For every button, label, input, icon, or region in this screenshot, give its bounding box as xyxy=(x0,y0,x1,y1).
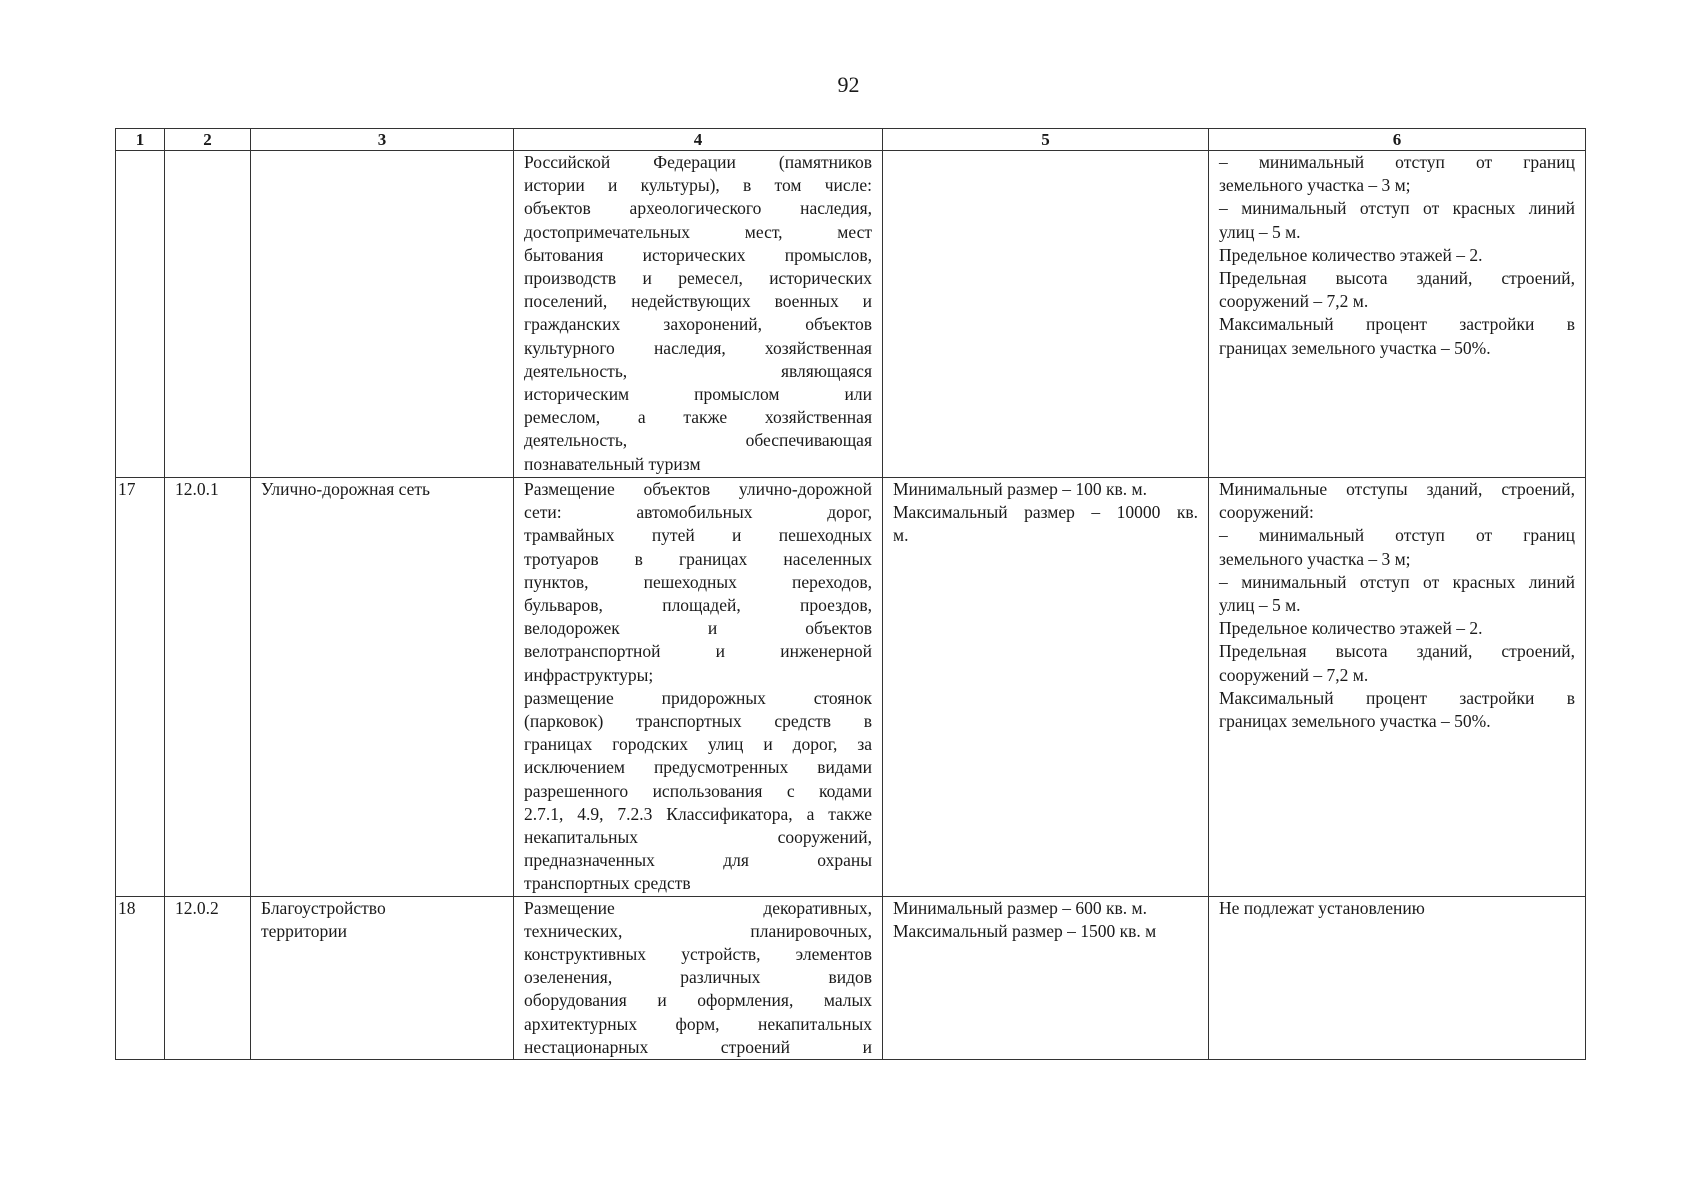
text-line: границах земельного участка – 50%. xyxy=(1219,337,1491,358)
header-col-6: 6 xyxy=(1209,129,1586,151)
text-line: территории xyxy=(261,920,347,941)
text-line: Минимальный размер – 600 кв. м. xyxy=(893,897,1147,918)
text-line: культурного наследия, хозяйственная xyxy=(524,337,872,358)
table-row xyxy=(116,151,1586,478)
page-number: 92 xyxy=(837,72,860,97)
text-line: предназначенных для охраны xyxy=(524,850,872,871)
cell-name xyxy=(251,151,514,478)
text-line: земельного участка – 3 м; xyxy=(1219,175,1411,196)
text-line: озеленения, различных видов xyxy=(524,967,872,988)
text-line: оборудования и оформления, малых xyxy=(524,990,872,1011)
text-line: инфраструктуры; xyxy=(524,664,654,685)
cell-code: 12.0.2 xyxy=(165,896,251,1059)
text-line: исключением предусмотренных видами xyxy=(524,757,872,778)
text-line: бытования исторических промыслов, xyxy=(524,244,872,265)
text-line: – минимальный отступ от границ xyxy=(1219,152,1575,172)
text-line: Предельное количество этажей – 2. xyxy=(1219,618,1483,639)
text-line: трамвайных путей и пешеходных xyxy=(524,525,872,546)
text-line: – минимальный отступ от границ xyxy=(1219,525,1575,546)
text-line: Максимальный процент застройки в xyxy=(1219,314,1575,335)
text-line: достопримечательных мест, мест xyxy=(524,221,872,242)
text-line: – минимальный отступ от красных линий xyxy=(1219,571,1575,592)
cell-parameters xyxy=(1209,896,1586,1059)
text-line: Улично-дорожная сеть xyxy=(261,479,431,499)
text-line: Предельная высота зданий, строений, xyxy=(1219,268,1575,289)
text-line: велодорожек и объектов xyxy=(524,618,872,639)
text-line: Максимальный процент застройки в xyxy=(1219,687,1575,708)
cell-num: 18 xyxy=(116,896,165,1059)
text-line: ремеслом, а также хозяйственная xyxy=(524,407,872,428)
text-line: сооружений – 7,2 м. xyxy=(1219,664,1369,685)
text-line: Минимальные отступы зданий, строений, xyxy=(1219,479,1575,499)
cell-parameters xyxy=(1209,478,1586,897)
text-line: некапитальных сооружений, xyxy=(524,827,872,848)
text-line: истории и культуры), в том числе: xyxy=(524,175,872,196)
cell-num xyxy=(116,151,165,478)
text-line: сооружений: xyxy=(1219,502,1314,523)
text-line: земельного участка – 3 м; xyxy=(1219,548,1411,569)
text-line: пунктов, пешеходных переходов, xyxy=(524,571,872,592)
text-line: гражданских захоронений, объектов xyxy=(524,314,872,335)
header-col-5: 5 xyxy=(883,129,1209,151)
text-line: велотранспортной и инженерной xyxy=(524,641,872,662)
text-line: познавательный туризм xyxy=(524,453,701,474)
text-line: Размещение декоративных, xyxy=(524,897,872,918)
text-line: нестационарных строений и xyxy=(524,1036,872,1057)
text-line: тротуаров в границах населенных xyxy=(524,548,872,569)
text-line: историческим промыслом или xyxy=(524,384,872,405)
cell-name xyxy=(251,896,514,1059)
cell-num: 17 xyxy=(116,478,165,897)
text-line: конструктивных устройств, элементов xyxy=(524,944,872,965)
text-line: Благоустройство xyxy=(261,897,386,918)
text-line: границах земельного участка – 50%. xyxy=(1219,711,1491,732)
cell-code xyxy=(165,151,251,478)
text-line: Предельная высота зданий, строений, xyxy=(1219,641,1575,662)
text-line: Размещение объектов улично-дорожной xyxy=(524,479,872,499)
text-line: Предельное количество этажей – 2. xyxy=(1219,244,1483,265)
cell-description xyxy=(514,896,883,1059)
text-line: улиц – 5 м. xyxy=(1219,221,1301,242)
text-line: сети: автомобильных дорог, xyxy=(524,502,872,523)
text-line: архитектурных форм, некапитальных xyxy=(524,1013,872,1034)
cell-code: 12.0.1 xyxy=(165,478,251,897)
text-line: деятельность, обеспечивающая xyxy=(524,430,872,451)
text-line: бульваров, площадей, проездов, xyxy=(524,595,872,616)
table-row xyxy=(116,478,1586,897)
text-line: – минимальный отступ от красных линий xyxy=(1219,198,1575,219)
table-row xyxy=(116,896,1586,1059)
text-line: улиц – 5 м. xyxy=(1219,595,1301,616)
text-line: границах городских улиц и дорог, за xyxy=(524,734,872,755)
text-line: поселений, недействующих военных и xyxy=(524,291,872,312)
text-line: (парковок) транспортных средств в xyxy=(524,711,872,732)
text-line: объектов археологического наследия, xyxy=(524,198,872,219)
header-col-3: 3 xyxy=(251,129,514,151)
text-line: производств и ремесел, исторических xyxy=(524,268,872,289)
cell-name xyxy=(251,478,514,897)
cell-size xyxy=(883,151,1209,478)
text-line: технических, планировочных, xyxy=(524,920,872,941)
text-line: деятельность, являющаяся xyxy=(524,360,872,381)
text-line: 2.7.1, 4.9, 7.2.3 Классификатора, а также xyxy=(524,803,872,824)
text-line: Максимальный размер – 1500 кв. м xyxy=(893,920,1157,941)
text-line: разрешенного использования с кодами xyxy=(524,780,872,801)
text-line: размещение придорожных стоянок xyxy=(524,687,872,708)
text-line: Минимальный размер – 100 кв. м. xyxy=(893,479,1147,499)
cell-parameters xyxy=(1209,151,1586,478)
cell-description xyxy=(514,151,883,478)
text-line: сооружений – 7,2 м. xyxy=(1219,291,1369,312)
header-row xyxy=(116,129,1586,151)
cell-size xyxy=(883,478,1209,897)
text-line: транспортных средств xyxy=(524,873,691,894)
text-line: Максимальный размер – 10000 кв. xyxy=(893,502,1198,523)
text-line: м. xyxy=(893,525,909,546)
header-col-4: 4 xyxy=(514,129,883,151)
header-col-2: 2 xyxy=(165,129,251,151)
header-col-1: 1 xyxy=(116,129,165,151)
text-line: Российской Федерации (памятников xyxy=(524,152,872,172)
regulations-table xyxy=(115,128,1586,1060)
cell-description xyxy=(514,478,883,897)
cell-size xyxy=(883,896,1209,1059)
text-line: Не подлежат установлению xyxy=(1219,897,1425,918)
